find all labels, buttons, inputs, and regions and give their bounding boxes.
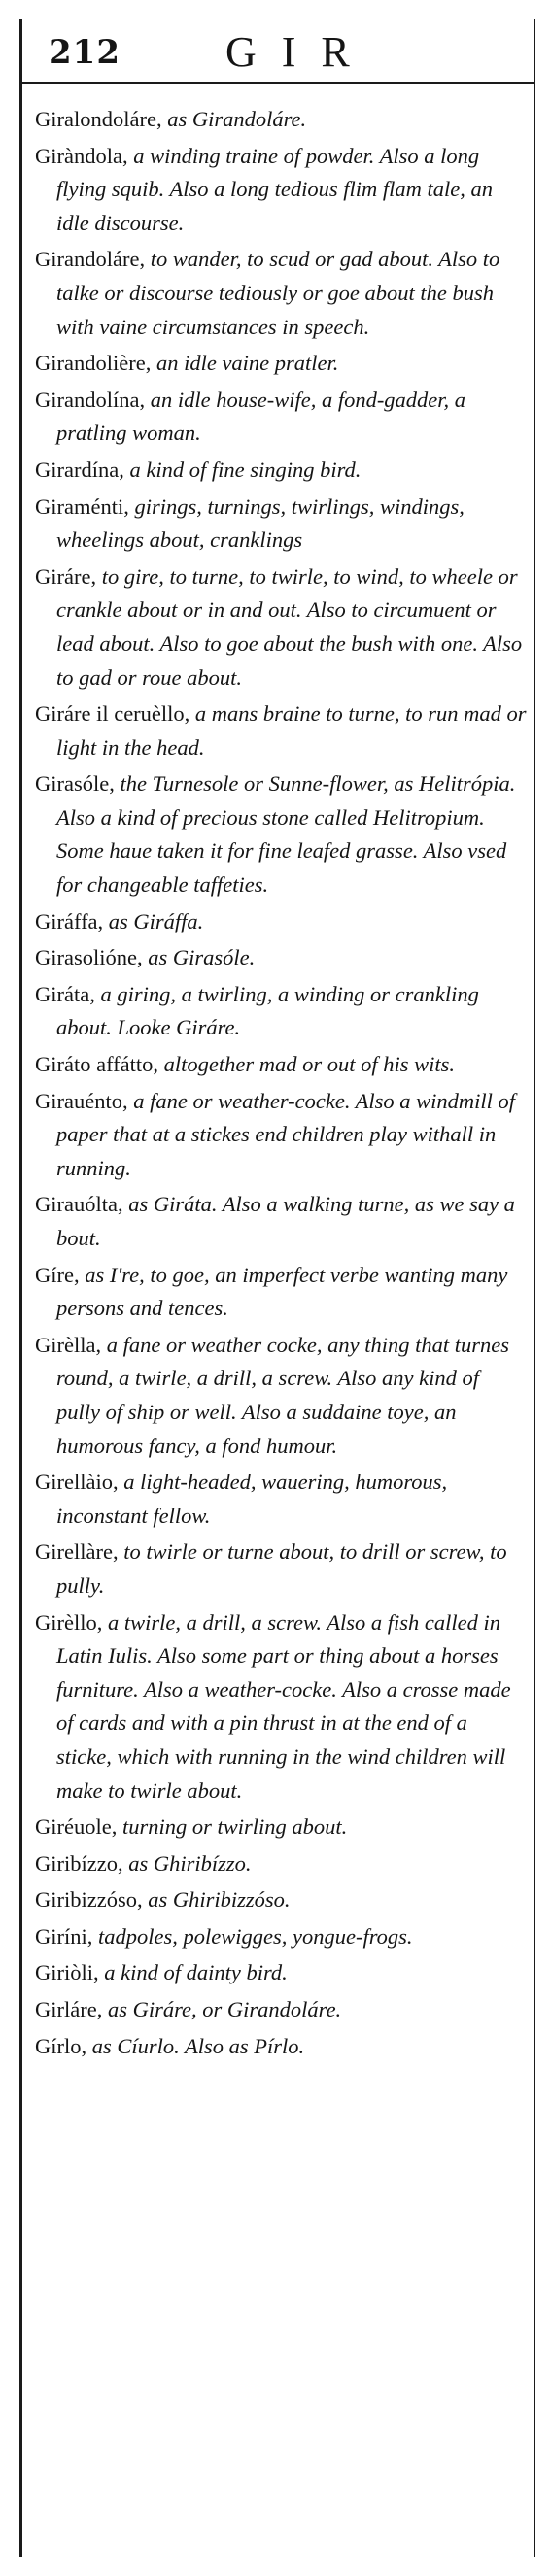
entry-headword: Girellàre, (35, 1540, 119, 1565)
running-head: GIR (225, 28, 375, 76)
entry-definition: a mans braine to turne, to run mad or light in the head. (56, 701, 527, 760)
dictionary-entry (35, 1956, 527, 1990)
entry-list (35, 103, 527, 2066)
entry-definition: as Girasóle. (142, 945, 256, 970)
dictionary-entry (35, 1811, 527, 1845)
entry-headword: Girauénto, (35, 1088, 128, 1113)
entry-definition: the Turnesole or Sunne-flower, as Helitrópia. Also a kind of precious stone called Helitropium. Some haue taken it for fine leafed grasse. Also vsed for changeable taffeties. (56, 771, 516, 898)
dictionary-entry (35, 941, 527, 975)
entry-definition: a kind of fine singing bird. (123, 457, 362, 482)
dictionary-entry (35, 1993, 527, 2027)
entry-headword: Gíre, (35, 1262, 80, 1287)
entry-definition: a giring, a twirling, a winding or crankling about. Looke Giráre. (56, 981, 479, 1040)
entry-headword: Giribízzo, (35, 1850, 123, 1876)
entry-definition: a twirle, a drill, a screw. Also a fish called in Latin Iulis. Also some part or thing about a horses furniture. Also a weather-cocke. Also a crosse made of cards and with a pin thrust in at the end of a sticke, which with running in the wind children will make to twirle about. (56, 1610, 511, 1803)
entry-headword: Gírlo, (35, 2033, 87, 2058)
entry-headword: Girauólta, (35, 1192, 123, 1217)
dictionary-entry (35, 1536, 527, 1603)
entry-definition: a kind of dainty bird. (98, 1960, 288, 1985)
page-number: 212 (49, 33, 121, 72)
dictionary-entry (35, 697, 527, 764)
dictionary-entry (35, 1607, 527, 1809)
entry-definition: as Ghiribízzo. (122, 1850, 252, 1876)
entry-definition: a light-headed, wauering, humorous, inconstant fellow. (56, 1470, 448, 1528)
entry-headword: Giraménti, (35, 493, 129, 519)
dictionary-entry (35, 384, 527, 451)
entry-definition: a winding traine of powder. Also a long flying squib. Also a long tedious flim flam tale, an idle discourse. (56, 143, 493, 235)
dictionary-entry (35, 905, 527, 939)
entry-headword: Giríni, (35, 1923, 93, 1949)
dictionary-entry (35, 243, 527, 344)
entry-definition: to twirle or turne about, to drill or screw, to pully. (56, 1540, 507, 1598)
dictionary-entry (35, 491, 527, 558)
entry-headword: Giráta, (35, 981, 95, 1006)
entry-headword: Giráffa, (35, 908, 104, 933)
entry-definition: to gire, to turne, to twirle, to wind, to wheele or crankle about or in and out. Also to circumuent or lead about. Also to goe about the bush with one. Also to gad or roue about. (56, 563, 523, 690)
dictionary-entry (35, 1085, 527, 1186)
entry-definition: an idle vaine pratler. (151, 351, 339, 376)
dictionary-entry (35, 1466, 527, 1533)
entry-definition: as Giráffa. (103, 908, 204, 933)
entry-headword: Girasóle, (35, 771, 115, 797)
entry-definition: as Giráre, or Girandoláre. (102, 1997, 342, 2022)
entry-definition: an idle house-wife, a fond-gadder, a pratling woman. (56, 387, 466, 446)
entry-headword: Girandolière, (35, 351, 152, 376)
entry-headword: Giráto affátto, (35, 1052, 159, 1077)
dictionary-entry (35, 1920, 527, 1954)
entry-definition: altogether mad or out of his wits. (158, 1052, 456, 1077)
entry-definition: as Girandoláre. (161, 107, 307, 131)
entry-headword: Girardína, (35, 457, 124, 482)
dictionary-entry (35, 1259, 527, 1326)
dictionary-entry (35, 1329, 527, 1463)
entry-headword: Giráre, (35, 563, 97, 589)
dictionary-entry (35, 767, 527, 901)
entry-definition: as I're, to goe, an imperfect verbe wanting many persons and tences. (56, 1262, 508, 1321)
dictionary-entry (35, 103, 527, 137)
entry-headword: Giriòli, (35, 1960, 99, 1985)
entry-definition: to wander, to scud or gad about. Also to talke or discourse tediously or goe about the bush with vaine circumstances in speech. (56, 247, 500, 339)
entry-definition: as Ghiribizzóso. (142, 1887, 291, 1913)
dictionary-entry (35, 560, 527, 695)
dictionary-entry (35, 1188, 527, 1255)
entry-headword: Girasolióne, (35, 945, 143, 970)
entry-definition: as Giráta. Also a walking turne, as we say a bout. (56, 1192, 515, 1250)
entry-definition: a fane or weather cocke, any thing that turnes round, a twirle, a drill, a screw. Also any kind of pully of ship or well. Also a suddaine toye, an humorous fancy, a fond humour. (56, 1332, 510, 1458)
entry-headword: Girláre, (35, 1997, 103, 2022)
dictionary-entry (35, 978, 527, 1045)
entry-headword: Girandoláre, (35, 247, 146, 272)
entry-headword: Giralondoláre, (35, 107, 162, 131)
entry-headword: Girèllo, (35, 1610, 103, 1635)
entry-headword: Girellàio, (35, 1470, 119, 1495)
entry-definition: tadpoles, polewigges, yongue-frogs. (92, 1923, 413, 1949)
entry-definition: a fane or weather-cocke. Also a windmill of paper that at a stickes end children play withall in running. (56, 1088, 516, 1180)
entry-headword: Giribizzóso, (35, 1887, 143, 1913)
dictionary-entry (35, 1883, 527, 1917)
dictionary-entry (35, 2030, 527, 2064)
page-header (19, 23, 535, 84)
entry-headword: Girèlla, (35, 1332, 102, 1357)
entry-definition: girings, turnings, twirlings, windings, wheelings about, cranklings (56, 493, 465, 553)
entry-headword: Giréuole, (35, 1814, 118, 1840)
dictionary-entry (35, 140, 527, 241)
entry-definition: turning or twirling about. (117, 1814, 348, 1840)
entry-definition: as Cíurlo. Also as Pírlo. (86, 2033, 305, 2058)
dictionary-entry (35, 1847, 527, 1881)
entry-headword: Giràndola, (35, 143, 128, 168)
dictionary-entry (35, 347, 527, 381)
dictionary-entry (35, 1048, 527, 1082)
entry-headword: Giráre il ceruèllo, (35, 701, 190, 727)
dictionary-entry (35, 454, 527, 488)
entry-headword: Girandolína, (35, 387, 146, 412)
